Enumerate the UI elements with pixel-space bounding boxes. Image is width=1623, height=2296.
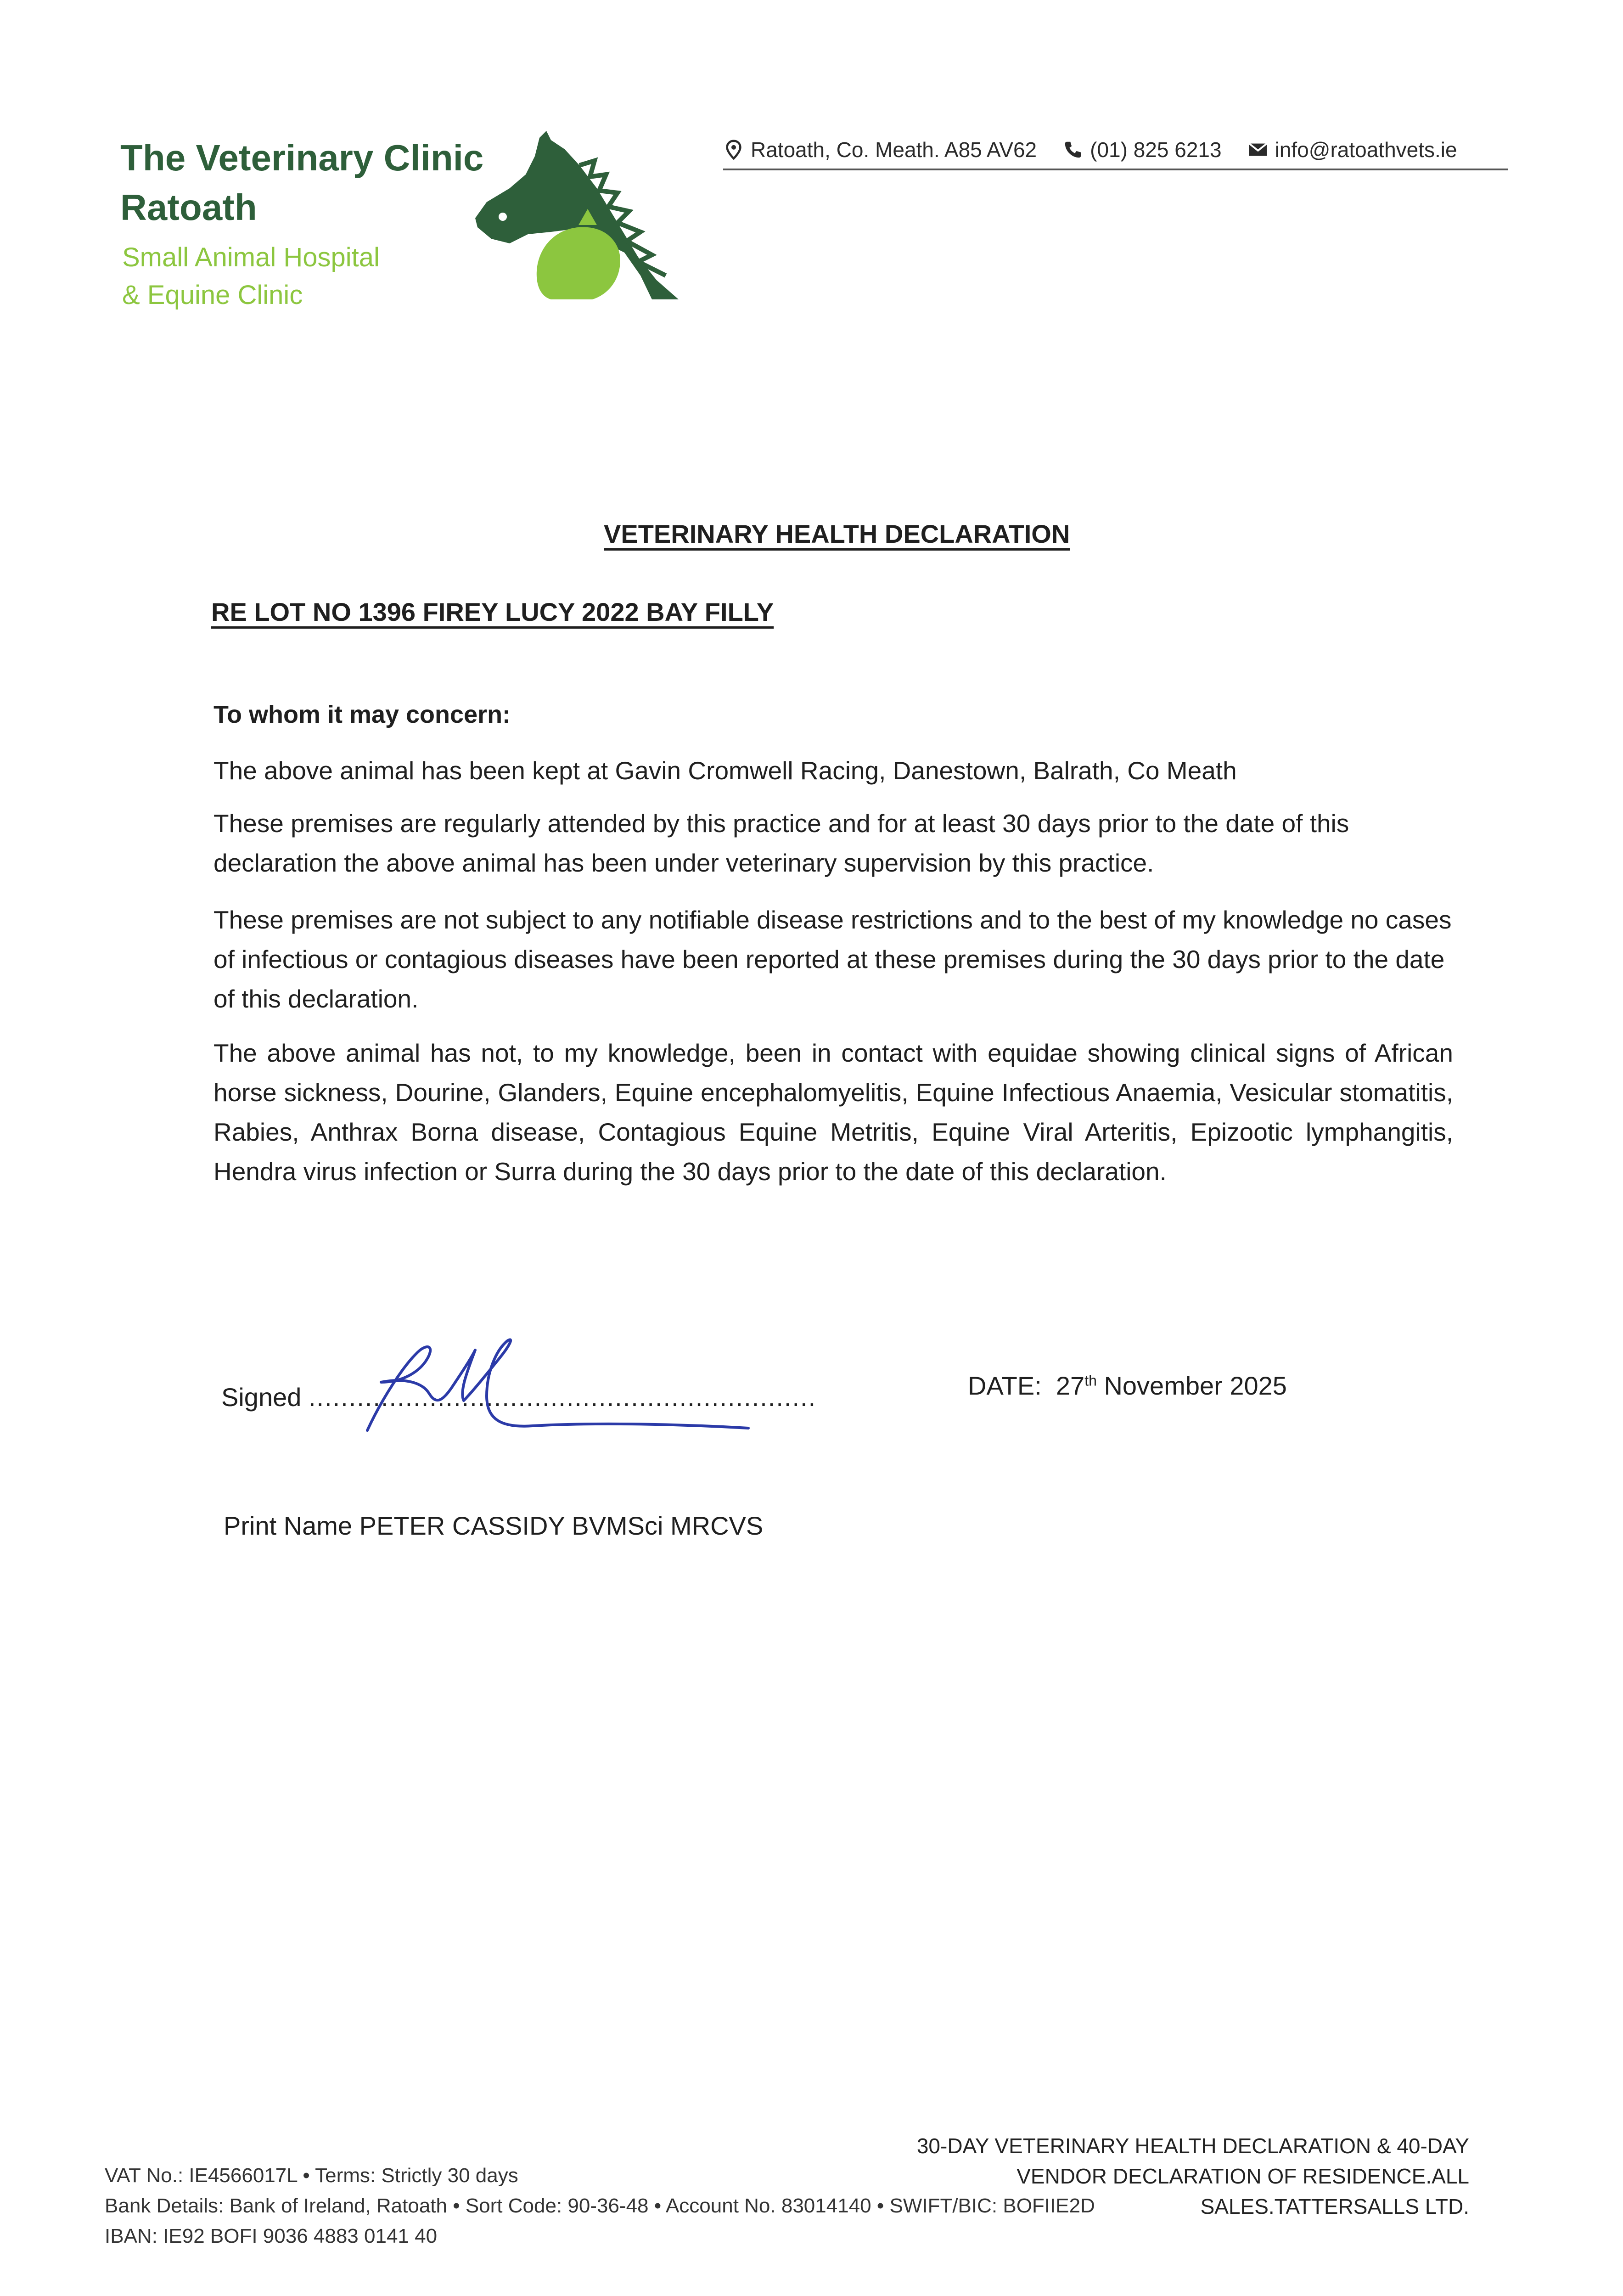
declaration-date [968, 1371, 1287, 1401]
horse-dog-cat-logo-icon [459, 129, 689, 303]
address-text: Ratoath, Co. Meath. A85 AV62 [751, 138, 1037, 162]
contact-phone [1062, 137, 1221, 162]
contact-bar [723, 131, 1508, 170]
footer-vat: VAT No.: IE4566017L • Terms: Strictly 30 days [105, 2164, 518, 2187]
phone-icon [1062, 139, 1084, 160]
salutation: To whom it may concern: [213, 701, 511, 728]
location-pin-icon [723, 139, 744, 160]
footer-stamp-line1: 30-DAY VETERINARY HEALTH DECLARATION & 40-DAY [916, 2134, 1469, 2158]
footer-bank: Bank Details: Bank of Ireland, Ratoath • Sort Code: 90-36-48 • Account No. 83014140 • SWIFT/BIC: BOFIIE2D [105, 2195, 1095, 2217]
date-rest: November 2025 [1104, 1371, 1287, 1400]
signed-label: Signed [221, 1383, 302, 1412]
lot-reference: RE LOT NO 1396 FIREY LUCY 2022 BAY FILLY [211, 597, 774, 626]
clinic-name [120, 133, 483, 232]
print-name: Print Name PETER CASSIDY BVMSci MRCVS [224, 1511, 764, 1540]
paragraph-disease-contact: The above animal has not, to my knowledge, been in contact with equidae showing clinical signs of African horse sickness, Dourine, Glanders, Equine encephalomyelitis, Equine Infectious Anaemia, Vesicular stomatitis, Rabies, Anthrax Borna disease, Contagious Equine Metritis, Equine Viral Arteritis, Epizootic lymphangitis, Hendra virus infection or Surra during the 30 days prior to the date of this declaration. [213, 1039, 1453, 1186]
date-suffix: th [1084, 1372, 1097, 1389]
signed-dots: ............................................................... [308, 1383, 817, 1412]
paragraph-restrictions: These premises are not subject to any notifiable disease restrictions and to the best of my knowledge no cases of infectious or contagious diseases have been reported at these premises during the 30 days prior to the date of this declaration. [213, 906, 1452, 1013]
footer-stamp [868, 2131, 1469, 2222]
envelope-icon [1247, 139, 1269, 160]
footer-stamp-line2: VENDOR DECLARATION OF RESIDENCE.ALL SALES.TATTERSALLS LTD. [1016, 2164, 1469, 2218]
footer-iban: IBAN: IE92 BOFI 9036 4883 0141 40 [105, 2225, 438, 2247]
tagline-line1: Small Animal Hospital [122, 242, 380, 272]
paragraph-residence: The above animal has been kept at Gavin Cromwell Racing, Danestown, Balrath, Co Meath [213, 756, 1237, 785]
paragraph-supervision: These premises are regularly attended by this practice and for at least 30 days prior to the date of this declaration the above animal has been under veterinary supervision by this practice. [213, 809, 1349, 877]
handwritten-signature [349, 1313, 758, 1437]
clinic-tagline [122, 239, 380, 314]
clinic-name-line1: The Veterinary Clinic [120, 137, 484, 178]
email-link[interactable]: info@ratoathvets.ie [1275, 138, 1457, 162]
date-label: DATE: [968, 1371, 1042, 1400]
tagline-line2: & Equine Clinic [122, 280, 303, 310]
clinic-name-line2: Ratoath [120, 187, 257, 228]
contact-email[interactable] [1247, 137, 1457, 162]
document-title: VETERINARY HEALTH DECLARATION [604, 519, 1070, 548]
contact-address [723, 137, 1037, 162]
date-day: 27 [1056, 1371, 1085, 1400]
phone-text: (01) 825 6213 [1090, 138, 1222, 162]
